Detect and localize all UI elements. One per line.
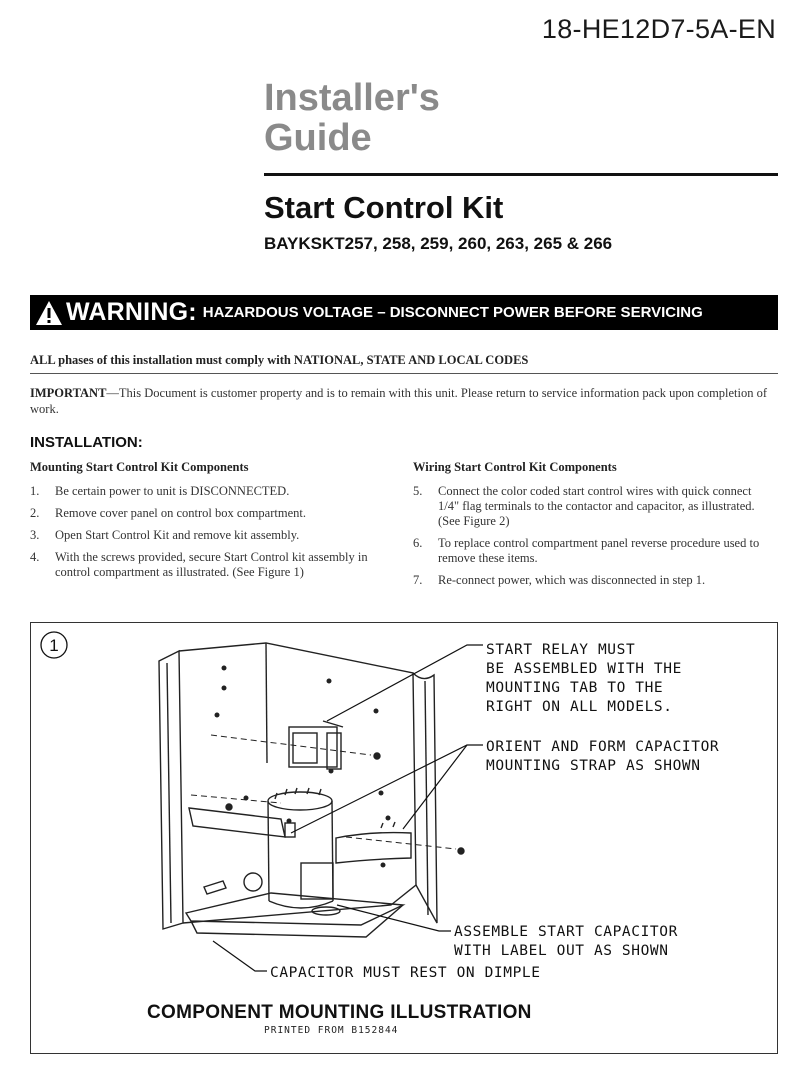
step-number: 6. (413, 536, 423, 550)
dimple-callout-line: CAPACITOR MUST REST ON DIMPLE (270, 965, 541, 981)
list-item (413, 573, 773, 588)
installation-heading: INSTALLATION: (30, 434, 143, 451)
strap-callout-line: MOUNTING STRAP AS SHOWN (486, 758, 701, 774)
figure-caption: COMPONENT MOUNTING ILLUSTRATION (147, 1002, 532, 1023)
step-number: 3. (30, 528, 40, 542)
model-numbers: BAYKSKT257, 258, 259, 260, 263, 265 & 266 (264, 234, 613, 253)
divider (30, 373, 778, 374)
important-text: —This Document is customer property and is to remain with this unit. Please return to service information pack upon completion of work. (30, 386, 768, 416)
wiring-heading: Wiring Start Control Kit Components (413, 460, 617, 474)
step-number: 2. (30, 506, 40, 520)
relay-callout-line: BE ASSEMBLED WITH THE (486, 661, 682, 677)
relay-callout-line: START RELAY MUST (486, 642, 636, 658)
capacitor-callout-line: WITH LABEL OUT AS SHOWN (454, 943, 669, 959)
step-text: Be certain power to unit is DISCONNECTED. (55, 484, 290, 498)
compliance-notice: ALL phases of this installation must comply with NATIONAL, STATE AND LOCAL CODES (30, 353, 529, 367)
relay-callout (486, 642, 691, 715)
list-item (30, 484, 390, 499)
step-text: Connect the color coded start control wires with quick connect 1/4" flag terminals to the contactor and capacitor, as illustrated. (See Figure 2) (438, 484, 755, 528)
list-item (30, 506, 390, 521)
list-item (413, 536, 773, 566)
guide-title-line1: Installer's (264, 77, 440, 119)
wiring-section (413, 460, 773, 595)
important-label: IMPORTANT (30, 386, 107, 400)
document-number: 18-HE12D7-5A-EN (541, 14, 776, 44)
list-item (30, 528, 390, 543)
list-item (413, 484, 773, 529)
important-notice (30, 385, 778, 417)
step-text: Remove cover panel on control box compartment. (55, 506, 306, 520)
warning-banner (30, 295, 778, 330)
printed-from: PRINTED FROM B152844 (264, 1025, 399, 1036)
relay-callout-line: RIGHT ON ALL MODELS. (486, 699, 673, 715)
warning-message: HAZARDOUS VOLTAGE – DISCONNECT POWER BEFORE SERVICING (202, 304, 703, 321)
capacitor-callout-line: ASSEMBLE START CAPACITOR (454, 924, 678, 940)
step-number: 5. (413, 484, 423, 498)
step-number: 4. (30, 550, 40, 564)
guide-title-line2: Guide (264, 117, 372, 159)
step-text: To replace control compartment panel reverse procedure used to remove these items. (438, 536, 760, 565)
mounting-heading: Mounting Start Control Kit Components (30, 460, 249, 474)
figure-number: 1 (49, 636, 59, 655)
strap-callout-line: ORIENT AND FORM CAPACITOR (486, 739, 720, 755)
control-box-drawing (159, 643, 464, 937)
step-text: Open Start Control Kit and remove kit assembly. (55, 528, 300, 542)
component-mounting-illustration (31, 623, 776, 1052)
list-item (30, 550, 390, 580)
warning-triangle-icon (34, 298, 64, 328)
step-text: Re-connect power, which was disconnected in step 1. (438, 573, 706, 587)
dimple-callout (270, 965, 541, 981)
warning-word: WARNING: (66, 298, 197, 326)
title-rule (264, 173, 778, 176)
figure-1 (30, 622, 778, 1054)
capacitor-callout (454, 924, 687, 959)
relay-callout-line: MOUNTING TAB TO THE (486, 680, 664, 696)
strap-callout (486, 739, 729, 774)
mounting-section (30, 460, 390, 587)
step-text: With the screws provided, secure Start Control kit assembly in control compartment as illustrated. (See Figure 1) (55, 550, 368, 579)
guide-title (264, 78, 440, 158)
product-title: Start Control Kit (264, 190, 504, 225)
step-number: 7. (413, 573, 423, 587)
step-number: 1. (30, 484, 40, 498)
